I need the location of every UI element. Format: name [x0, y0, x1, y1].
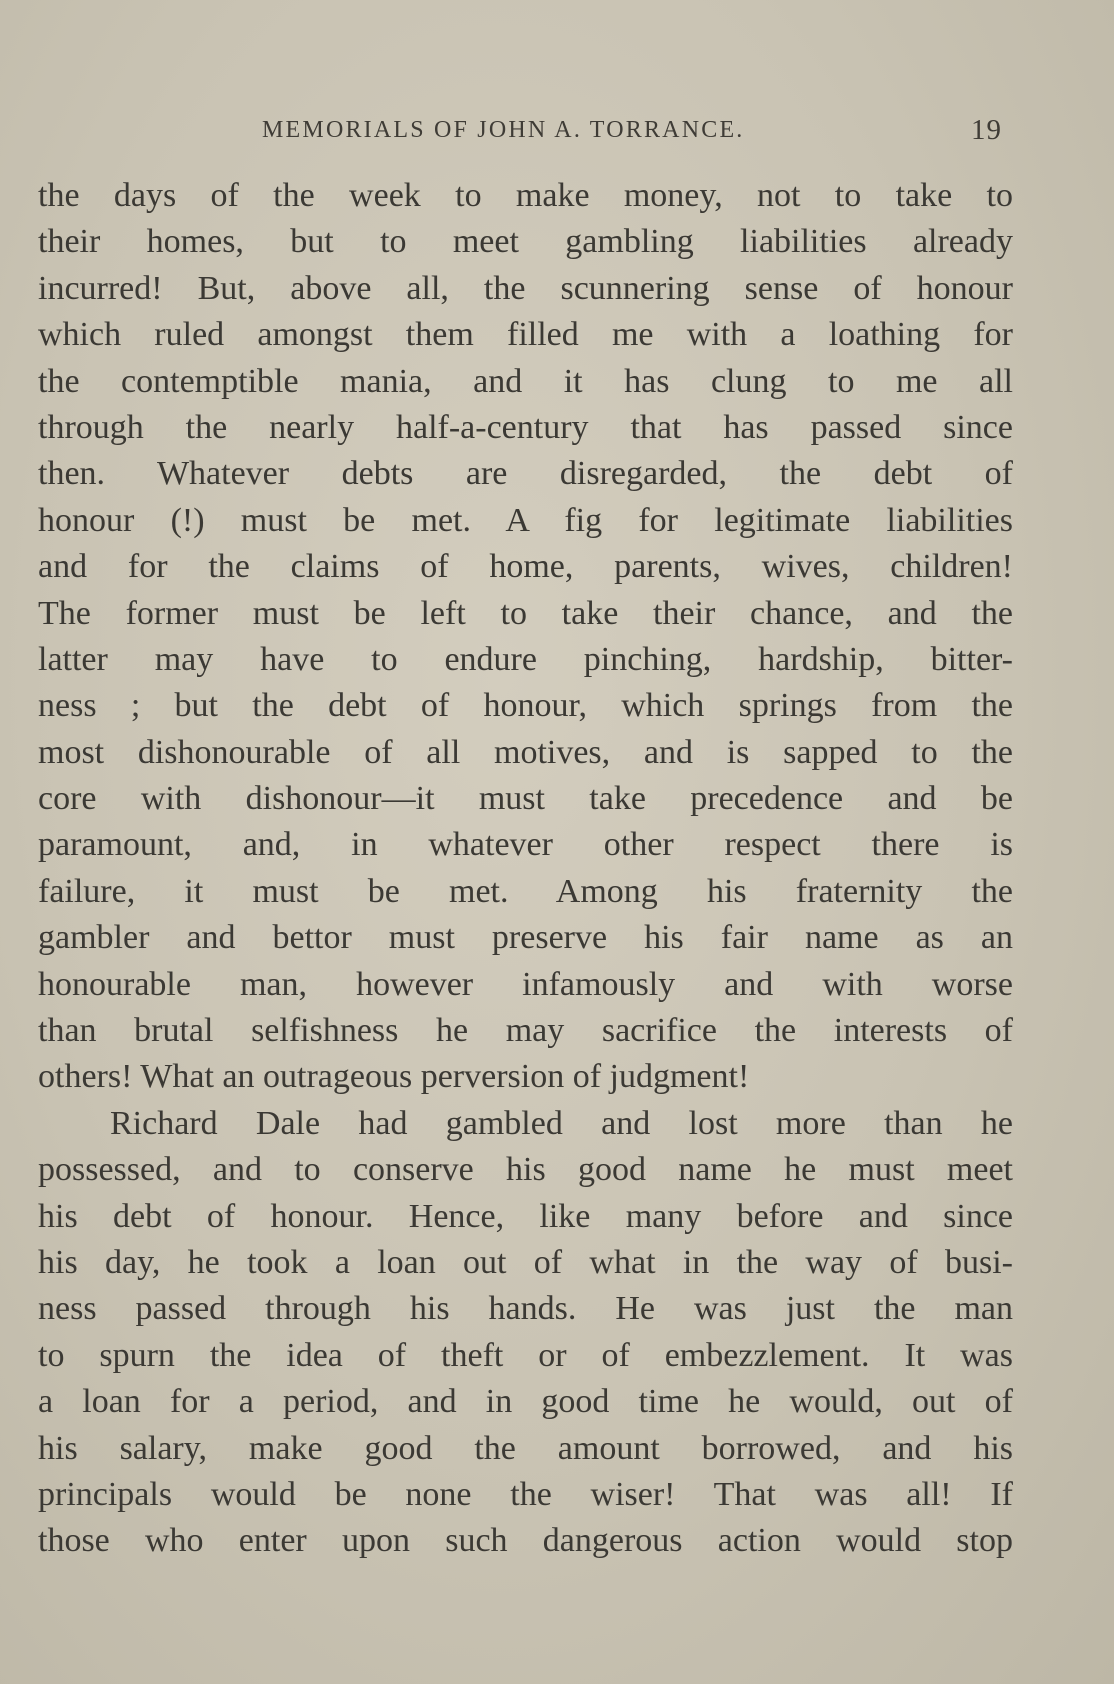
- text-line: incurred! But, above all, the scunnering sense of honour: [38, 269, 1013, 307]
- text-line: to spurn the idea of theft or of embezzlement. It was: [38, 1336, 1013, 1374]
- text-line: those who enter upon such dangerous action would stop: [38, 1522, 1013, 1560]
- text-line: the contemptible mania, and it has clung to me all: [38, 362, 1013, 400]
- text-line: than brutal selfishness he may sacrifice the interests of: [38, 1012, 1013, 1050]
- page-number: 19: [971, 114, 1002, 146]
- text-line: the days of the week to make money, not to take to: [38, 177, 1013, 214]
- text-line: gambler and bettor must preserve his fair name as an: [38, 919, 1013, 957]
- running-title: MEMORIALS OF JOHN A. TORRANCE.: [262, 117, 745, 143]
- text-line: through the nearly half-a-century that has passed since: [38, 408, 1013, 446]
- text-line: principals would be none the wiser! That was all! If: [38, 1475, 1013, 1513]
- text-line: ness ; but the debt of honour, which springs from the: [38, 687, 1013, 725]
- text-line: his salary, make good the amount borrowed, and his: [38, 1429, 1013, 1467]
- text-line: failure, it must be met. Among his fraternity the: [38, 872, 1013, 910]
- text-line: their homes, but to meet gambling liabilities already: [38, 223, 1013, 261]
- text-line: paramount, and, in whatever other respect there is: [38, 826, 1013, 864]
- text-line: honour (!) must be met. A fig for legitimate liabilities: [38, 501, 1013, 539]
- text-line: core with dishonour—it must take precedence and be: [38, 780, 1013, 818]
- text-line: latter may have to endure pinching, hardship, bitter-: [38, 640, 1013, 678]
- text-line: most dishonourable of all motives, and is sapped to the: [38, 733, 1013, 771]
- text-line: ness passed through his hands. He was just the man: [38, 1290, 1013, 1328]
- text-line: honourable man, however infamously and with worse: [38, 965, 1013, 1003]
- text-line: possessed, and to conserve his good name he must meet: [38, 1151, 1013, 1189]
- text-line: and for the claims of home, parents, wives, children!: [38, 548, 1013, 586]
- text-line: a loan for a period, and in good time he would, out of: [38, 1383, 1013, 1421]
- text-line: then. Whatever debts are disregarded, the debt of: [38, 455, 1013, 493]
- text-line: which ruled amongst them filled me with a loathing for: [38, 316, 1013, 354]
- paragraph-end-line: others! What an outrageous perversion of judgment!: [38, 1058, 750, 1096]
- text-line: his debt of honour. Hence, like many before and since: [38, 1197, 1013, 1235]
- paragraph-start-line: Richard Dale had gambled and lost more than he: [110, 1104, 1013, 1142]
- text-line: his day, he took a loan out of what in the way of busi-: [38, 1243, 1013, 1281]
- body-text: [38, 173, 1013, 1565]
- text-line: The former must be left to take their chance, and the: [38, 594, 1013, 632]
